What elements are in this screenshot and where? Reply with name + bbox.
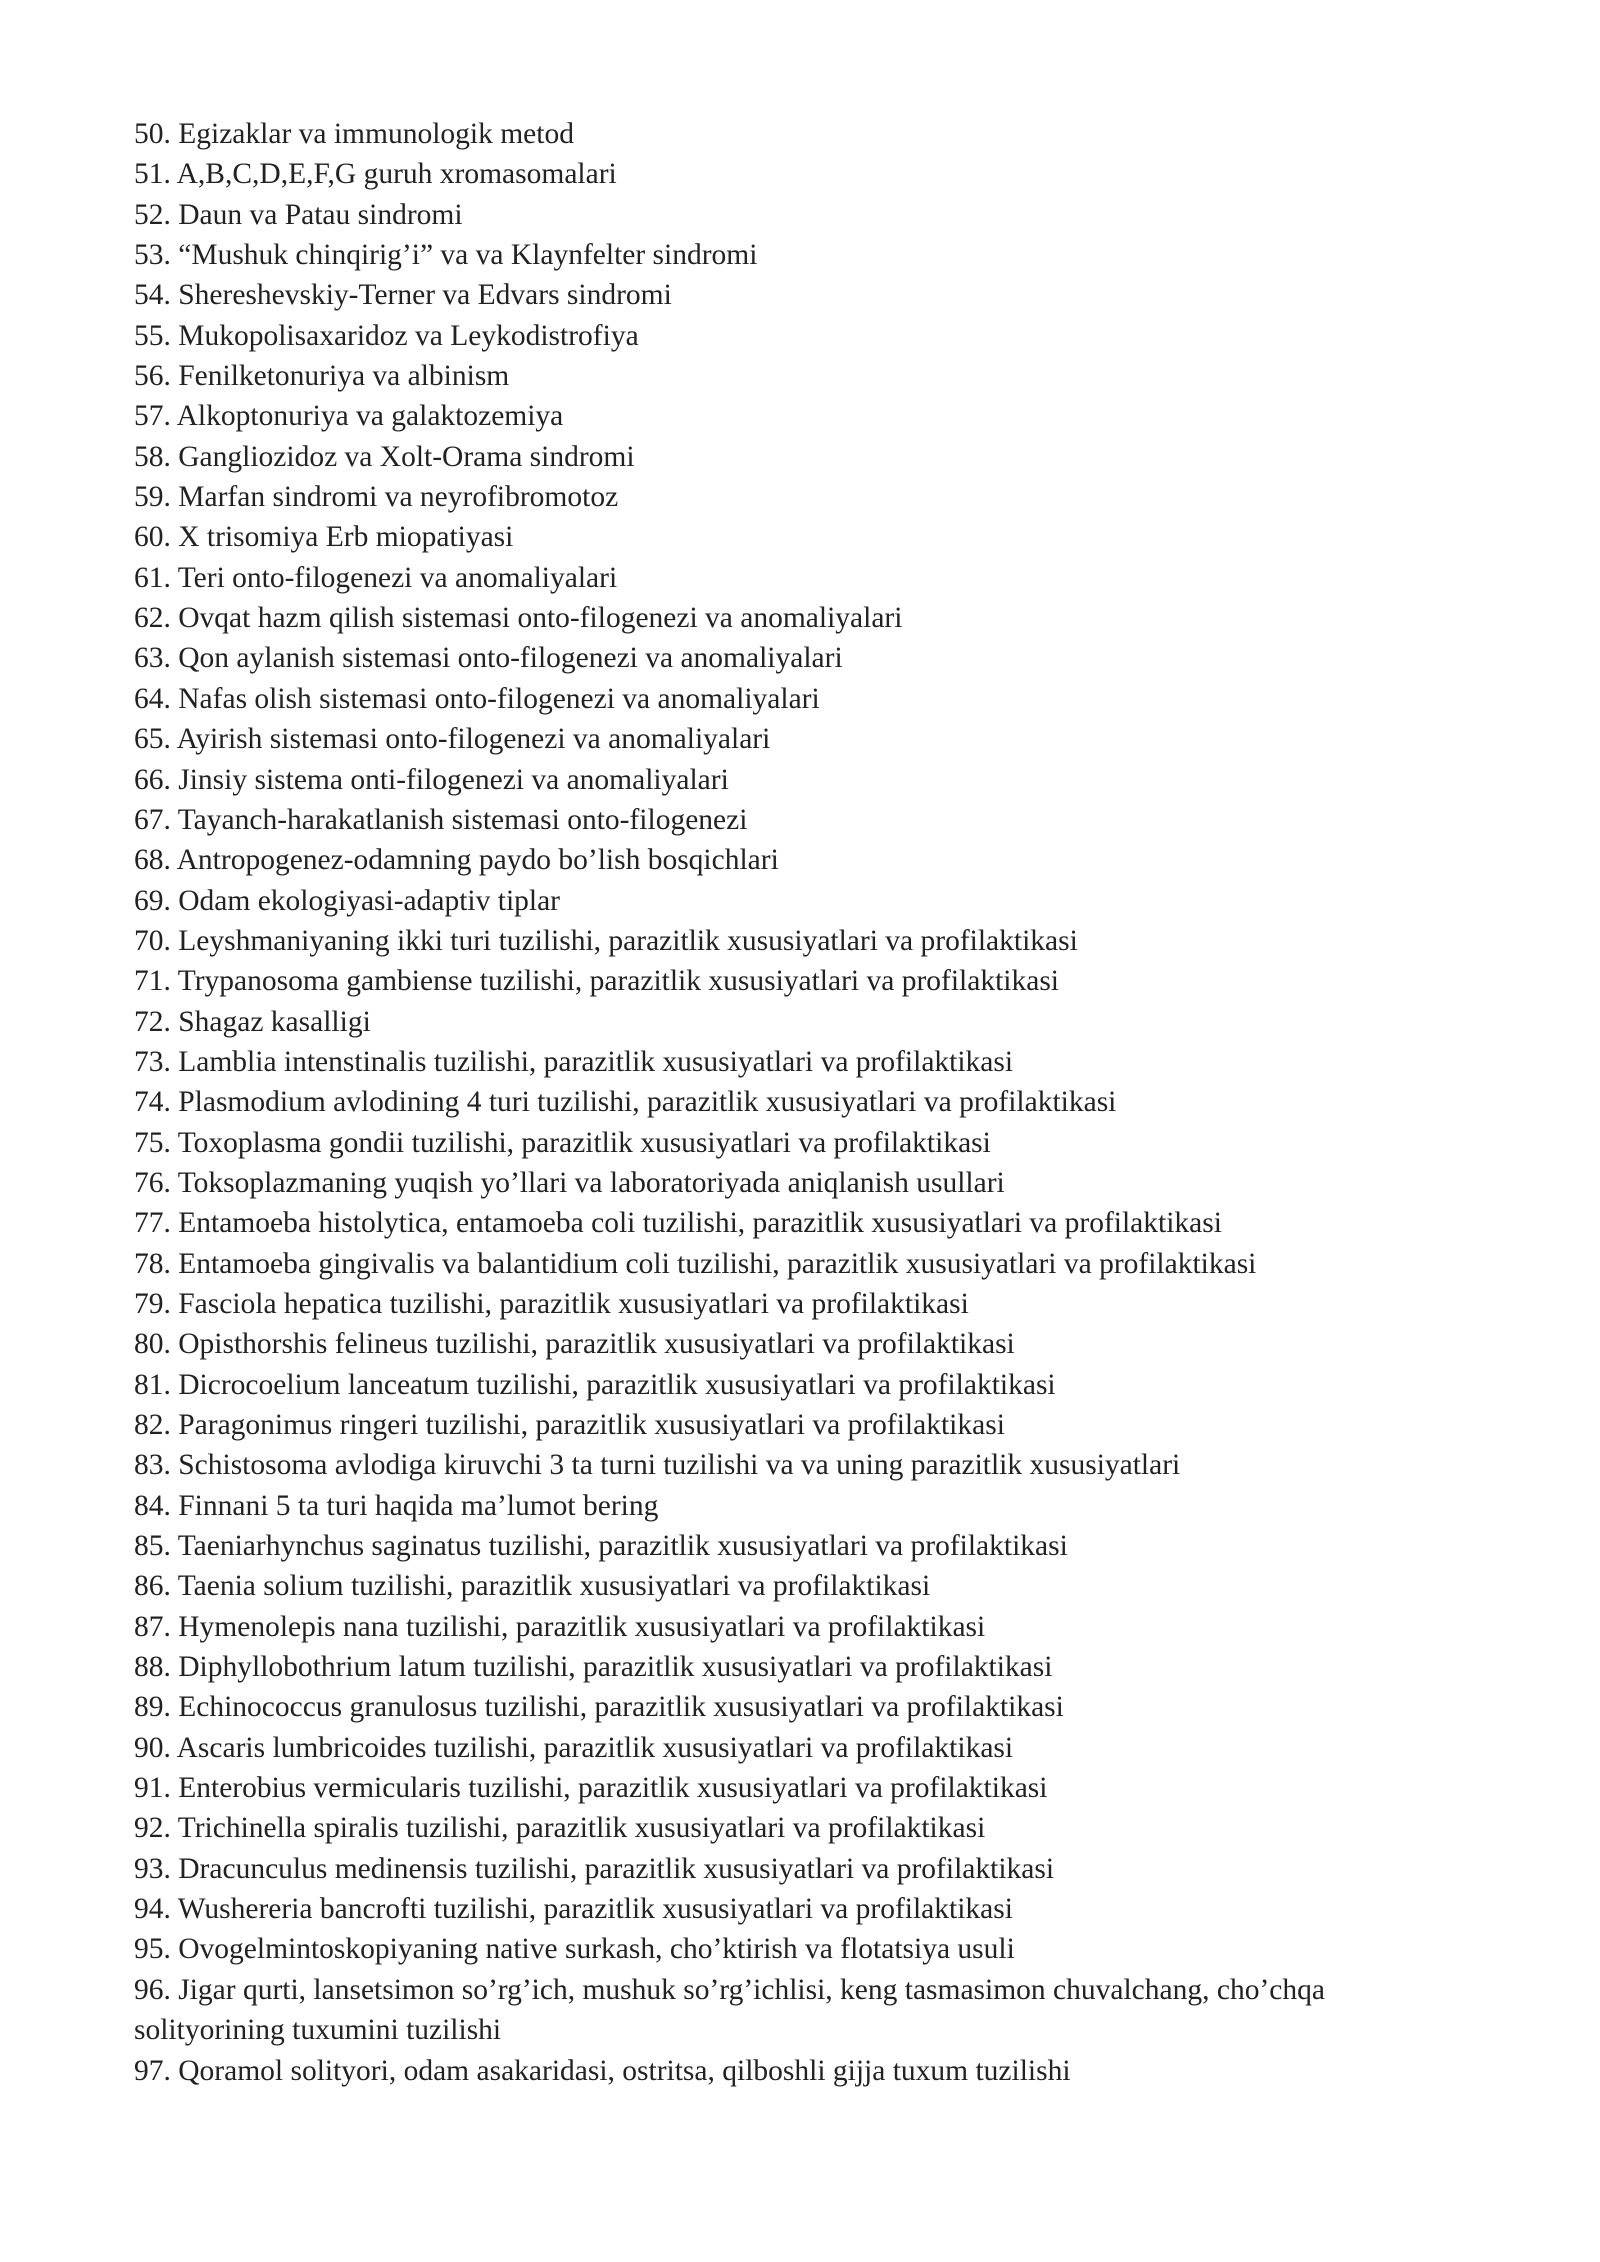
question-text: Alkoptonuriya va galaktozemiya [176,400,564,433]
question-text: Hymenolepis nana tuzilishi, parazitlik xususiyatlari va profilaktikasi [178,1610,986,1643]
question-number: 58. [134,440,171,473]
question-number: 77. [134,1207,171,1240]
question-number: 70. [134,924,171,957]
question-number: 65. [134,723,171,756]
question-item [134,195,1464,235]
question-text: Qoramol solityori, odam asakaridasi, ostritsa, qilboshli gijja tuxum tuzilishi [178,2054,1071,2087]
question-item [134,1566,1464,1606]
question-item [134,517,1464,557]
question-text: Entamoeba gingivalis va balantidium coli tuzilishi, parazitlik xususiyatlari va profilaktikasi [178,1247,1257,1280]
question-item [134,2051,1464,2091]
question-list [134,114,1464,2091]
question-text: Toksoplazmaning yuqish yo’llari va laboratoriyada aniqlanish usullari [177,1166,1005,1199]
question-item [134,1687,1464,1727]
question-text: Wushereria bancrofti tuzilishi, parazitlik xususiyatlari va profilaktikasi [177,1893,1013,1926]
question-item [134,1163,1464,1203]
question-item [134,921,1464,961]
question-number: 56. [134,360,171,393]
question-number: 86. [134,1570,171,1603]
question-number: 67. [134,803,171,836]
question-item [134,275,1464,315]
question-text: Taenia solium tuzilishi, parazitlik xususiyatlari va profilaktikasi [177,1570,931,1603]
question-number: 62. [134,602,171,635]
question-text: Qon aylanish sistemasi onto-filogenezi va anomaliyalari [178,642,843,675]
question-item [134,1728,1464,1768]
question-item [134,961,1464,1001]
question-item [134,1607,1464,1647]
question-item [134,1123,1464,1163]
question-text: Paragonimus ringeri tuzilishi, parazitlik xususiyatlari va profilaktikasi [178,1409,1005,1441]
question-item [134,1082,1464,1122]
question-text: Entamoeba histolytica, entamoeba coli tuzilishi, parazitlik xususiyatlari va profilaktikasi [178,1207,1222,1240]
question-text: Schistosoma avlodiga kiruvchi 3 ta turni tuzilishi va va uning parazitlik xususiyatlari [178,1449,1181,1482]
question-number: 93. [134,1852,171,1885]
question-number: 79. [134,1287,171,1320]
question-text: A,B,C,D,E,F,G guruh xromasomalari [176,158,617,191]
question-text: Teri onto-filogenezi va anomaliyalari [177,561,618,594]
question-number: 63. [134,642,171,675]
question-number: 52. [134,198,171,231]
question-item [134,1768,1464,1808]
question-item [134,1324,1464,1364]
question-text: Antropogenez-odamning paydo bo’lish bosqichlari [176,844,779,877]
question-item [134,356,1464,396]
question-text: Fenilketonuriya va albinism [178,360,510,393]
question-item [134,881,1464,921]
question-item [134,477,1464,517]
question-text: Ayirish sistemasi onto-filogenezi va anomaliyalari [176,723,771,756]
question-number: 74. [134,1086,171,1119]
question-item [134,1405,1464,1445]
question-text: Marfan sindromi va neyrofibromotoz [178,481,619,514]
question-text: Taeniarhynchus saginatus tuzilishi, parazitlik xususiyatlari va profilaktikasi [177,1530,1068,1563]
question-text: Finnani 5 ta turi haqida ma’lumot bering [178,1489,659,1522]
question-item [134,1203,1464,1243]
question-number: 95. [134,1933,171,1966]
question-number: 57. [134,400,171,433]
question-number: 75. [134,1126,171,1159]
question-item [134,1526,1464,1566]
question-number: 72. [134,1005,171,1038]
question-number: 55. [134,319,171,352]
question-item [134,558,1464,598]
question-number: 78. [134,1247,171,1280]
question-number: 81. [134,1368,171,1401]
question-item [134,1486,1464,1526]
question-item [134,396,1464,436]
question-item [134,114,1464,154]
question-text: Odam ekologiyasi-adaptiv tiplar [178,884,561,917]
question-text: Mukopolisaxaridoz va Leykodistrofiya [178,319,639,352]
question-item [134,1647,1464,1687]
question-number: 68. [134,844,171,877]
question-text: Ascaris lumbricoides tuzilishi, parazitlik xususiyatlari va profilaktikasi [176,1731,1014,1764]
question-item [134,235,1464,275]
question-number: 96. [134,1973,171,2006]
question-text: Toxoplasma gondii tuzilishi, parazitlik xususiyatlari va profilaktikasi [177,1126,991,1159]
question-number: 60. [134,521,171,554]
question-number: 54. [134,279,171,312]
question-item [134,800,1464,840]
question-text: Lamblia intenstinalis tuzilishi, parazitlik xususiyatlari va profilaktikasi [178,1045,1014,1078]
question-number: 94. [134,1893,171,1926]
question-text: Diphyllobothrium latum tuzilishi, parazitlik xususiyatlari va profilaktikasi [178,1651,1053,1684]
question-item [134,1365,1464,1405]
question-number: 50. [134,118,171,150]
question-number: 90. [134,1731,171,1764]
question-text: Enterobius vermicularis tuzilishi, parazitlik xususiyatlari va profilaktikasi [178,1772,1048,1805]
question-number: 97. [134,2054,171,2087]
question-text: Ovqat hazm qilish sistemasi onto-filogenezi va anomaliyalari [178,602,903,635]
question-item [134,1042,1464,1082]
question-item [134,1002,1464,1042]
question-text: Egizaklar va immunologik metod [178,118,574,150]
question-number: 91. [134,1772,171,1805]
question-number: 51. [134,158,171,191]
question-text: Plasmodium avlodining 4 turi tuzilishi, parazitlik xususiyatlari va profilaktikasi [178,1086,1117,1119]
question-item [134,1849,1464,1889]
question-item [134,598,1464,638]
question-item [134,1929,1464,1969]
question-number: 80. [134,1328,171,1361]
question-text: X trisomiya Erb miopatiyasi [178,521,514,554]
question-number: 69. [134,884,171,917]
question-text: Tayanch-harakatlanish sistemasi onto-filogenezi [177,803,748,836]
question-number: 87. [134,1610,171,1643]
question-number: 82. [134,1409,171,1441]
question-number: 53. [134,239,171,272]
question-number: 73. [134,1045,171,1078]
question-number: 89. [134,1691,171,1724]
question-number: 71. [134,965,171,998]
question-item [134,437,1464,477]
question-text: “Mushuk chinqirig’i” va va Klaynfelter sindromi [178,239,758,272]
question-item [134,1244,1464,1284]
question-text: Trypanosoma gambiense tuzilishi, parazitlik xususiyatlari va profilaktikasi [177,965,1060,998]
question-text: Opisthorshis felineus tuzilishi, parazitlik xususiyatlari va profilaktikasi [178,1328,1015,1361]
question-item [134,638,1464,678]
question-number: 61. [134,561,171,594]
question-text: Dicrocoelium lanceatum tuzilishi, parazitlik xususiyatlari va profilaktikasi [178,1368,1056,1401]
question-item [134,316,1464,356]
question-text: Shereshevskiy-Terner va Edvars sindromi [178,279,672,312]
question-number: 76. [134,1166,171,1199]
question-number: 84. [134,1489,171,1522]
question-item [134,154,1464,194]
question-text: Nafas olish sistemasi onto-filogenezi va anomaliyalari [178,682,820,715]
question-number: 83. [134,1449,171,1482]
question-text: Dracunculus medinensis tuzilishi, parazitlik xususiyatlari va profilaktikasi [178,1852,1055,1885]
question-text: Ovogelmintoskopiyaning native surkash, cho’ktirish va flotatsiya usuli [178,1933,1015,1966]
question-item [134,1889,1464,1929]
question-number: 59. [134,481,171,514]
question-text: Jinsiy sistema onti-filogenezi va anomaliyalari [178,763,729,796]
question-number: 64. [134,682,171,715]
question-text: Trichinella spiralis tuzilishi, parazitlik xususiyatlari va profilaktikasi [177,1812,986,1845]
question-item [134,840,1464,880]
question-number: 92. [134,1812,171,1845]
question-text: Daun va Patau sindromi [178,198,463,231]
question-item [134,760,1464,800]
question-item [134,719,1464,759]
question-item [134,679,1464,719]
question-text: Jigar qurti, lansetsimon so’rg’ich, mushuk so’rg’ichlisi, keng tasmasimon chuvalchang, cho’chqa solityorining tuxumini tuzilishi [134,1973,1325,2047]
question-text: Fasciola hepatica tuzilishi, parazitlik xususiyatlari va profilaktikasi [178,1287,969,1320]
question-text: Echinococcus granulosus tuzilishi, parazitlik xususiyatlari va profilaktikasi [178,1691,1064,1724]
question-number: 85. [134,1530,171,1563]
question-item [134,1445,1464,1485]
question-item [134,1284,1464,1324]
question-text: Shagaz kasalligi [178,1005,371,1038]
question-number: 88. [134,1651,171,1684]
question-text: Gangliozidoz va Xolt-Orama sindromi [178,440,635,473]
question-item [134,1970,1464,2051]
question-number: 66. [134,763,171,796]
question-text: Leyshmaniyaning ikki turi tuzilishi, parazitlik xususiyatlari va profilaktikasi [178,924,1078,957]
question-item [134,1808,1464,1848]
